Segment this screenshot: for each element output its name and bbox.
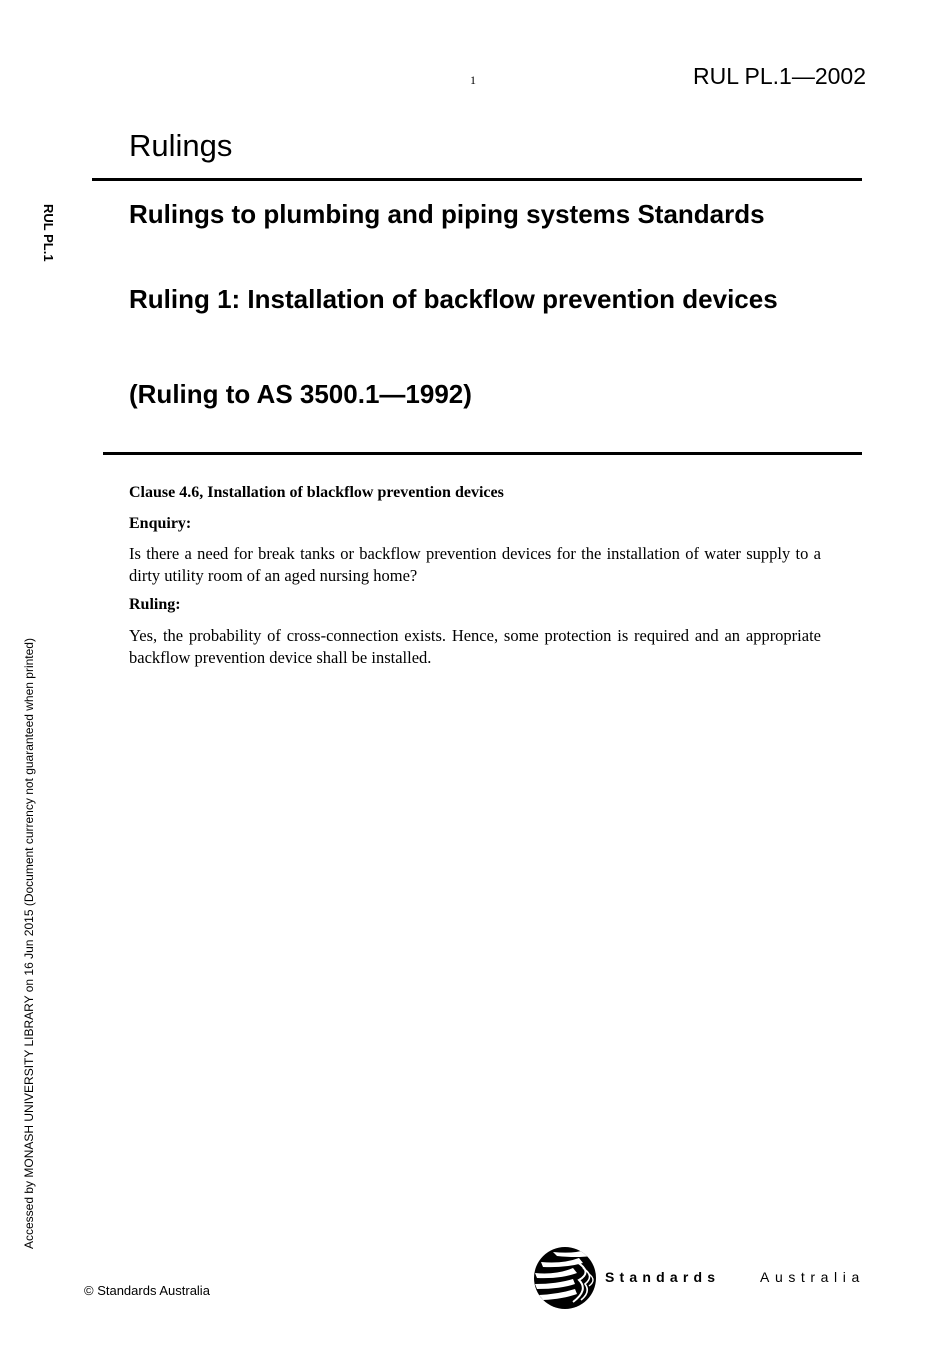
access-note: Accessed by MONASH UNIVERSITY LIBRARY on 16 Jun 2015 (Document currency not guaranteed when printed) — [22, 638, 36, 1249]
main-title: Rulings to plumbing and piping systems Standards — [129, 199, 765, 229]
clause-heading: Clause 4.6, Installation of blackflow prevention devices — [129, 484, 504, 501]
ruling-text: Yes, the probability of cross-connection exists. Hence, some protection is required and an appropriate backflow prevention device shall be installed. — [129, 626, 821, 667]
ruling-reference: (Ruling to AS 3500.1—1992) — [129, 379, 472, 409]
document-code: RUL PL.1—2002 — [692, 63, 866, 89]
logo-wordmark-standards: Standards — [605, 1269, 721, 1285]
ruling-label: Ruling: — [129, 596, 181, 613]
top-divider — [92, 178, 862, 181]
section-title: Rulings — [129, 128, 233, 163]
enquiry-text: Is there a need for break tanks or backflow prevention devices for the installation of water supply to a dirty utility room of an aged nursing home? — [129, 544, 821, 585]
standards-australia-globe-icon — [533, 1246, 597, 1310]
side-document-code: RUL PL.1 — [41, 204, 56, 262]
copyright: © Standards Australia — [84, 1283, 210, 1298]
ruling-title: Ruling 1: Installation of backflow prevention devices — [129, 284, 778, 314]
middle-divider — [103, 452, 862, 455]
logo-wordmark-australia: Australia — [760, 1269, 865, 1285]
enquiry-label: Enquiry: — [129, 515, 192, 532]
page-number: 1 — [470, 73, 476, 87]
